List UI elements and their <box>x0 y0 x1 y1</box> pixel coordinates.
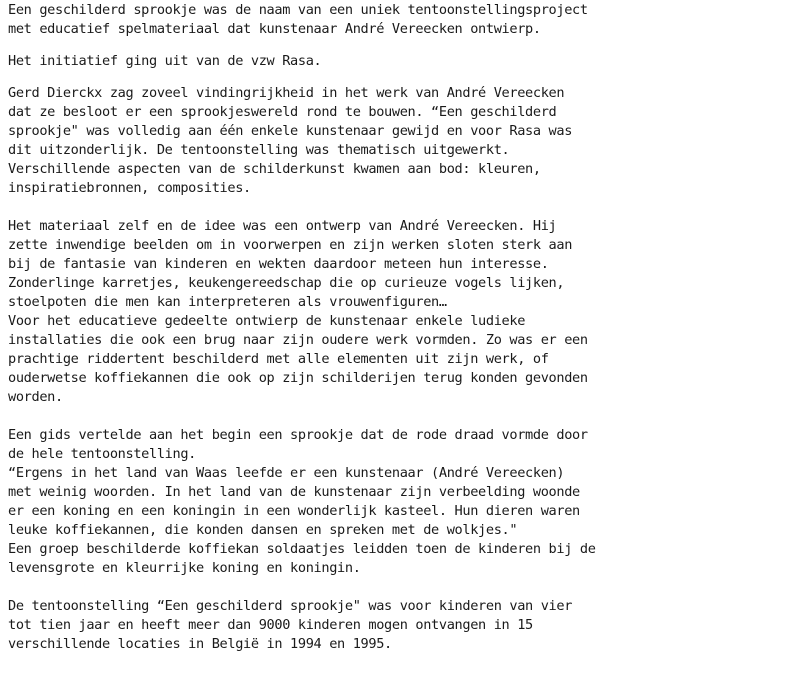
paragraph-gids <box>8 426 788 578</box>
text-line: sprookje" was volledig aan één enkele kunstenaar gewijd en voor Rasa was <box>8 123 573 139</box>
text-line: Het materiaal zelf en de idee was een ontwerp van André Vereecken. Hij <box>8 218 557 234</box>
text-line: met educatief spelmateriaal dat kunstenaar André Vereecken ontwierp. <box>8 21 541 37</box>
text-line: Het initiatief ging uit van de vzw Rasa. <box>8 53 322 69</box>
text-line: Een geschilderd sprookje was de naam van een uniek tentoonstellingsproject <box>8 2 588 18</box>
text-line: dit uitzonderlijk. De tentoonstelling was thematisch uitgewerkt. <box>8 142 510 158</box>
text-line: Verschillende aspecten van de schilderkunst kwamen aan bod: kleuren, <box>8 161 541 177</box>
text-line: worden. <box>8 389 63 405</box>
text-line: er een koning en een koningin in een wonderlijk kasteel. Hun dieren waren <box>8 503 580 519</box>
text-line: leuke koffiekannen, die konden dansen en spreken met de wolkjes." <box>8 522 518 538</box>
text-line: stoelpoten die men kan interpreteren als vrouwenfiguren… <box>8 294 447 310</box>
text-line: Gerd Dierckx zag zoveel vindingrijkheid in het werk van André Vereecken <box>8 85 565 101</box>
text-line: zette inwendige beelden om in voorwerpen en zijn werken sloten sterk aan <box>8 237 573 253</box>
text-line: prachtige riddertent beschilderd met alle elementen uit zijn werk, of <box>8 351 549 367</box>
text-line: “Ergens in het land van Waas leefde er een kunstenaar (André Vereecken) <box>8 465 565 481</box>
text-line: Een gids vertelde aan het begin een sprookje dat de rode draad vormde door <box>8 427 588 443</box>
document-body <box>8 1 788 654</box>
text-line: inspiratiebronnen, composities. <box>8 180 251 196</box>
paragraph-initiative <box>8 52 788 71</box>
text-line: Een groep beschilderde koffiekan soldaatjes leidden toen de kinderen bij de <box>8 541 596 557</box>
text-line: De tentoonstelling “Een geschilderd sprookje" was voor kinderen van vier <box>8 598 573 614</box>
text-line: ouderwetse koffiekannen die ook op zijn schilderijen terug konden gevonden <box>8 370 588 386</box>
text-line: Voor het educatieve gedeelte ontwierp de kunstenaar enkele ludieke <box>8 313 526 329</box>
text-line: met weinig woorden. In het land van de kunstenaar zijn verbeelding woonde <box>8 484 580 500</box>
text-line: tot tien jaar en heeft meer dan 9000 kinderen mogen ontvangen in 15 <box>8 617 533 633</box>
paragraph-gerd-dierckx <box>8 84 788 198</box>
text-line: verschillende locaties in België in 1994 en 1995. <box>8 636 392 652</box>
text-line: dat ze besloot er een sprookjeswereld rond te bouwen. “Een geschilderd <box>8 104 557 120</box>
text-line: Zonderlinge karretjes, keukengereedschap die op curieuze vogels lijken, <box>8 275 565 291</box>
text-line: installaties die ook een brug naar zijn oudere werk vormden. Zo was er een <box>8 332 588 348</box>
text-line: bij de fantasie van kinderen en wekten daardoor meteen hun interesse. <box>8 256 549 272</box>
paragraph-materiaal <box>8 217 788 407</box>
paragraph-intro <box>8 1 788 39</box>
text-line: de hele tentoonstelling. <box>8 446 197 462</box>
text-line: levensgrote en kleurrijke koning en koningin. <box>8 560 361 576</box>
paragraph-tentoonstelling <box>8 597 788 654</box>
